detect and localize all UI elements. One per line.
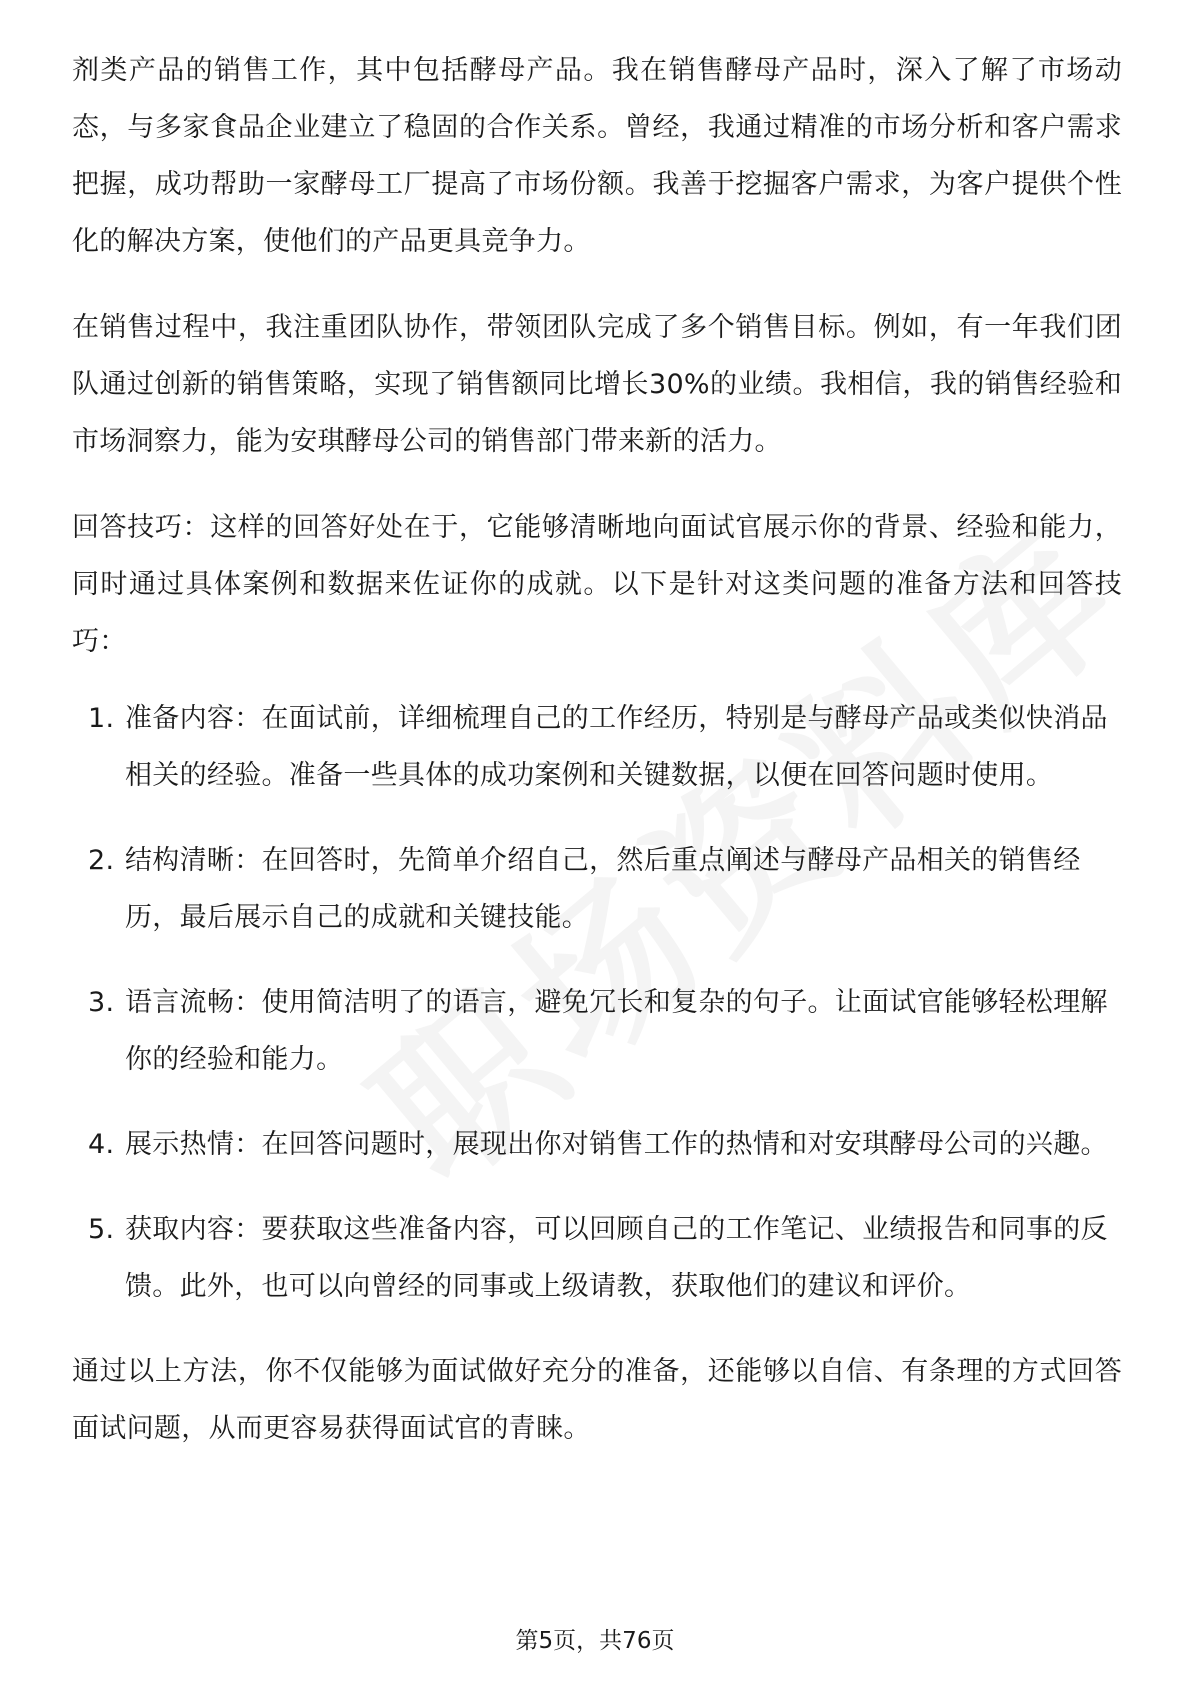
paragraph-answer-tips: 回答技巧：这样的回答好处在于，它能够清晰地向面试官展示你的背景、经验和能力，同时通过具体案例和数据来佐证你的成就。以下是针对这类问题的准备方法和回答技巧： xyxy=(72,512,1122,657)
paragraph-experience: 剂类产品的销售工作，其中包括酵母产品。我在销售酵母产品时，深入了解了市场动态，与多家食品企业建立了稳固的合作关系。曾经，我通过精准的市场分析和客户需求把握，成功帮助一家酵母工厂提高了市场份额。我善于挖掘客户需求，为客户提供个性化的解决方案，使他们的产品更具竞争力。 xyxy=(72,55,1122,257)
tips-list xyxy=(72,690,1122,1315)
list-item xyxy=(72,690,1122,804)
list-item-number: 1. xyxy=(88,703,115,734)
list-item-text: 准备内容：在面试前，详细梳理自己的工作经历，特别是与酵母产品或类似快消品相关的经验。准备一些具体的成功案例和关键数据，以便在回答问题时使用。 xyxy=(125,703,1108,791)
list-item xyxy=(72,974,1122,1088)
list-item xyxy=(72,832,1122,946)
list-item-number: 4. xyxy=(88,1129,115,1160)
list-item-text: 获取内容：要获取这些准备内容，可以回顾自己的工作笔记、业绩报告和同事的反馈。此外，也可以向曾经的同事或上级请教，获取他们的建议和评价。 xyxy=(125,1214,1108,1302)
page-number-footer: 第5页，共76页 xyxy=(515,1628,675,1654)
list-item-text: 展示热情：在回答问题时，展现出你对销售工作的热情和对安琪酵母公司的兴趣。 xyxy=(125,1129,1108,1160)
list-item-number: 5. xyxy=(88,1214,115,1245)
list-item-number: 3. xyxy=(88,987,115,1018)
list-item xyxy=(72,1201,1122,1315)
list-item xyxy=(72,1116,1122,1173)
list-item-number: 2. xyxy=(88,845,115,876)
list-item-text: 结构清晰：在回答时，先简单介绍自己，然后重点阐述与酵母产品相关的销售经历，最后展示自己的成就和关键技能。 xyxy=(125,845,1081,933)
page-content xyxy=(72,42,1122,1486)
paragraph-teamwork: 在销售过程中，我注重团队协作，带领团队完成了多个销售目标。例如，有一年我们团队通过创新的销售策略，实现了销售额同比增长30%的业绩。我相信，我的销售经验和市场洞察力，能为安琪酵母公司的销售部门带来新的活力。 xyxy=(72,312,1122,457)
list-item-text: 语言流畅：使用简洁明了的语言，避免冗长和复杂的句子。让面试官能够轻松理解你的经验和能力。 xyxy=(125,987,1108,1075)
paragraph-closing: 通过以上方法，你不仅能够为面试做好充分的准备，还能够以自信、有条理的方式回答面试问题，从而更容易获得面试官的青睐。 xyxy=(72,1356,1122,1444)
